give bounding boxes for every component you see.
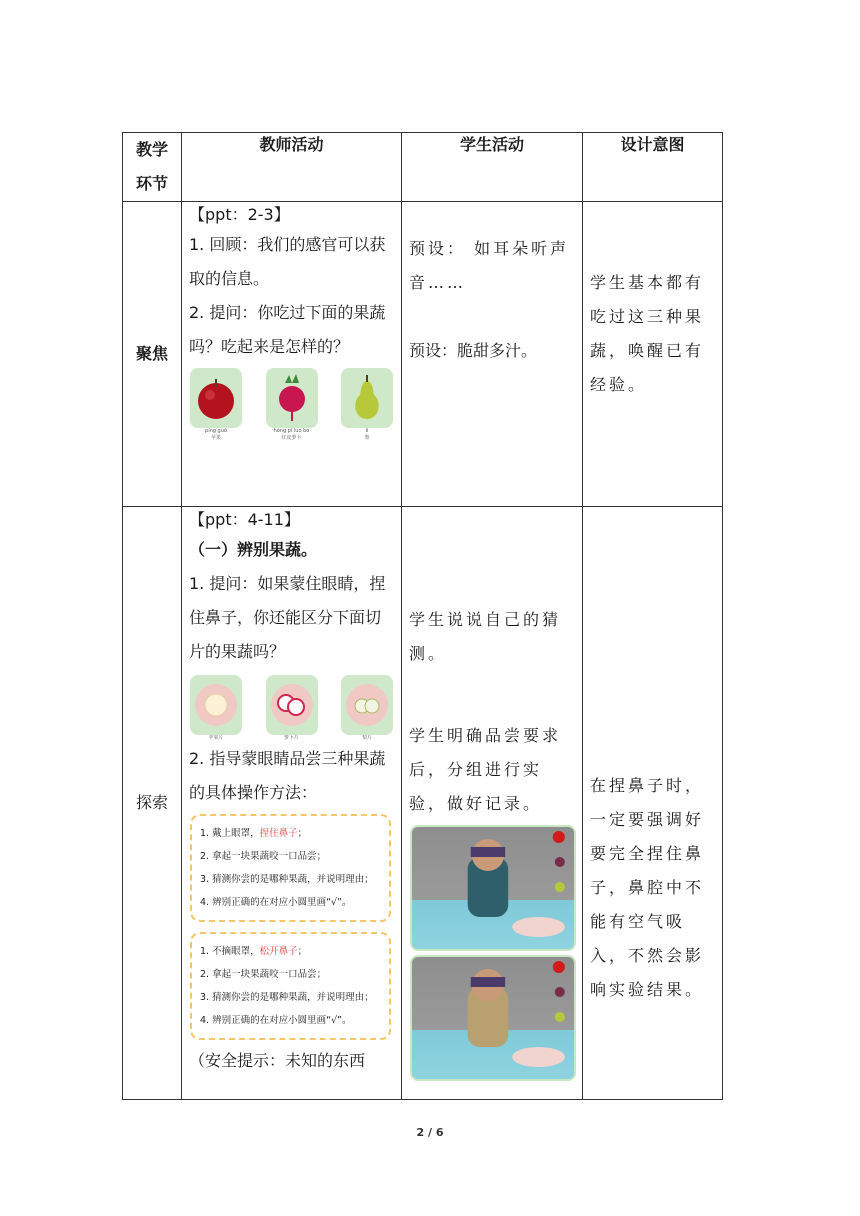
- fruit-images: [182, 368, 401, 442]
- student-text: 学生说说自己的猜测。: [409, 610, 562, 663]
- page-number: 2 / 6: [416, 1126, 444, 1139]
- instruction-line: 4. 辨别正确的在对应小圆里画“√”。: [200, 1015, 352, 1026]
- radish-icon: [266, 368, 318, 428]
- experiment-photo-2: [410, 955, 576, 1081]
- fruit-pinyin: lí: [365, 428, 369, 434]
- instruction-line: 3. 猜测你尝的是哪种果蔬，并说明理由；: [200, 874, 374, 885]
- fruit-caption: 梨: [364, 435, 370, 441]
- instruction-line: 2. 拿起一块果蔬咬一口品尝；: [200, 969, 327, 980]
- header-teacher: 教师活动: [182, 133, 402, 202]
- stage-focus: 聚焦: [123, 202, 182, 507]
- intent-text: 学生基本都有吃过这三种果蔬，唤醒已有经验。: [590, 273, 705, 394]
- fruit-pinyin: hóng pí luó bo: [273, 428, 310, 434]
- emphasis-text: 捏住鼻子: [259, 828, 298, 839]
- header-stage-line2: 环节: [135, 174, 168, 193]
- student-text: 预设： 如耳朵听声音……: [409, 239, 570, 292]
- explore-student-cell: [402, 507, 583, 1100]
- focus-intent-cell: [583, 202, 723, 507]
- radish-slice-icon: [266, 675, 318, 735]
- apple-icon: [190, 368, 242, 428]
- slice-caption: 萝卜片: [283, 735, 299, 741]
- ppt-ref: 【ppt：2-3】: [189, 205, 290, 224]
- pear-slice-icon: [341, 675, 393, 735]
- instruction-line: 2. 拿起一块果蔬咬一口品尝；: [200, 851, 327, 862]
- apple-slice-icon: [190, 675, 242, 735]
- focus-teacher-cell: [182, 202, 402, 507]
- student-text: 预设：脆甜多汁。: [409, 341, 538, 360]
- experiment-photo-1: [410, 825, 576, 951]
- instruction-line: 3. 猜测你尝的是哪种果蔬，并说明理由；: [200, 992, 374, 1003]
- fruit-caption: 红皮萝卜: [281, 435, 302, 441]
- header-row: [123, 133, 723, 202]
- slice-caption: 苹果片: [208, 735, 224, 741]
- teacher-text: （安全提示：未知的东西: [189, 1051, 366, 1070]
- header-stage: [123, 133, 182, 202]
- instruction-box-2: 1. 不摘眼罩，松开鼻子； 2. 拿起一块果蔬咬一口品尝； 3. 猜测你尝的是哪种果蔬，并说明理由； 4. 辨别正确的在对应小圆里画“√”。: [190, 932, 391, 1040]
- header-student: 学生活动: [402, 133, 583, 202]
- explore-intent-cell: [583, 507, 723, 1100]
- teacher-text: 1. 回顾：我们的感官可以获取的信息。: [189, 235, 386, 288]
- slice-caption: 梨片: [361, 735, 372, 741]
- section-title: （一）辨别果蔬。: [189, 540, 318, 559]
- slice-images: [182, 675, 401, 742]
- focus-row: [123, 202, 723, 507]
- focus-student-cell: [402, 202, 583, 507]
- header-stage-line1: 教学: [135, 140, 168, 159]
- emphasis-text: 松开鼻子: [259, 946, 298, 957]
- instruction-box-1: 1. 戴上眼罩，捏住鼻子； 2. 拿起一块果蔬咬一口品尝； 3. 猜测你尝的是哪种果蔬，并说明理由； 4. 辨别正确的在对应小圆里画“√”。: [190, 814, 391, 922]
- lesson-plan-table: [122, 132, 723, 1100]
- fruit-pinyin: píng guǒ: [205, 428, 227, 434]
- explore-row: [123, 507, 723, 1100]
- student-text: 学生明确品尝要求后，分组进行实验，做好记录。: [409, 726, 562, 813]
- fruit-caption: 苹果: [210, 435, 221, 441]
- explore-teacher-cell: [182, 507, 402, 1100]
- teacher-text: 2. 指导蒙眼睛品尝三种果蔬的具体操作方法：: [189, 749, 386, 802]
- intent-text: 在捏鼻子时，一定要强调好要完全捏住鼻子，鼻腔中不能有空气吸入，不然会影响实验结果。: [590, 776, 705, 999]
- stage-explore: 探索: [123, 507, 182, 1100]
- teacher-text: 1. 提问：如果蒙住眼睛，捏住鼻子，你还能区分下面切片的果蔬吗？: [189, 574, 386, 661]
- teacher-text: 2. 提问：你吃过下面的果蔬吗？吃起来是怎样的？: [189, 303, 386, 356]
- pear-icon: [341, 368, 393, 428]
- instruction-line: 4. 辨别正确的在对应小圆里画“√”。: [200, 897, 352, 908]
- ppt-ref: 【ppt：4-11】: [189, 510, 300, 529]
- header-intent: 设计意图: [583, 133, 723, 202]
